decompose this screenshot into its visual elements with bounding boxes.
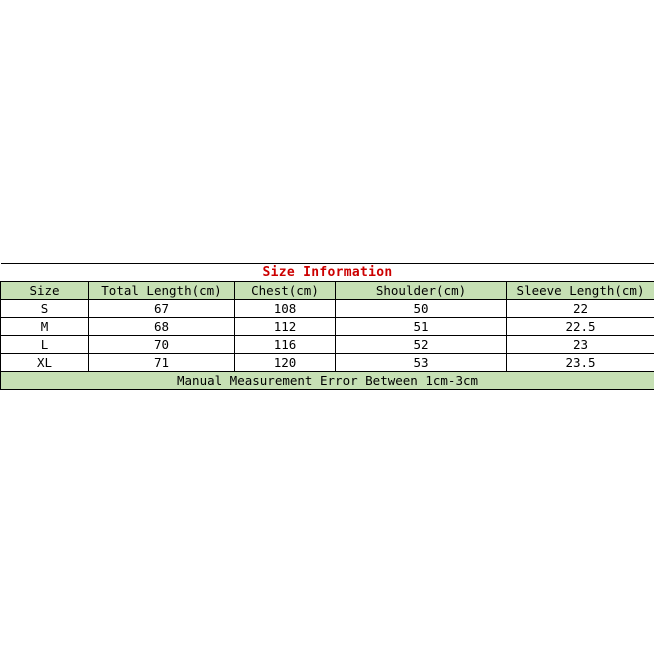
size-information-table [0,263,654,390]
header-size: Size [1,282,89,300]
cell-chest: 112 [235,318,336,336]
header-total-length: Total Length(cm) [89,282,235,300]
cell-size: L [1,336,89,354]
cell-total-length: 71 [89,354,235,372]
cell-sleeve-length: 23 [507,336,654,354]
table-row [1,318,654,336]
cell-chest: 120 [235,354,336,372]
header-row [1,282,654,300]
header-sleeve-length: Sleeve Length(cm) [507,282,654,300]
footer-row [1,372,654,390]
cell-shoulder: 52 [336,336,507,354]
table-row [1,336,654,354]
cell-size: S [1,300,89,318]
cell-sleeve-length: 22.5 [507,318,654,336]
cell-shoulder: 53 [336,354,507,372]
header-shoulder: Shoulder(cm) [336,282,507,300]
table-title: Size Information [1,264,654,282]
cell-total-length: 70 [89,336,235,354]
cell-chest: 116 [235,336,336,354]
cell-sleeve-length: 22 [507,300,654,318]
cell-chest: 108 [235,300,336,318]
cell-shoulder: 51 [336,318,507,336]
cell-shoulder: 50 [336,300,507,318]
title-row [1,264,654,282]
cell-total-length: 68 [89,318,235,336]
table-row [1,354,654,372]
table-row [1,300,654,318]
cell-sleeve-length: 23.5 [507,354,654,372]
cell-total-length: 67 [89,300,235,318]
cell-size: M [1,318,89,336]
measurement-error-note: Manual Measurement Error Between 1cm-3cm [1,372,654,390]
header-chest: Chest(cm) [235,282,336,300]
cell-size: XL [1,354,89,372]
